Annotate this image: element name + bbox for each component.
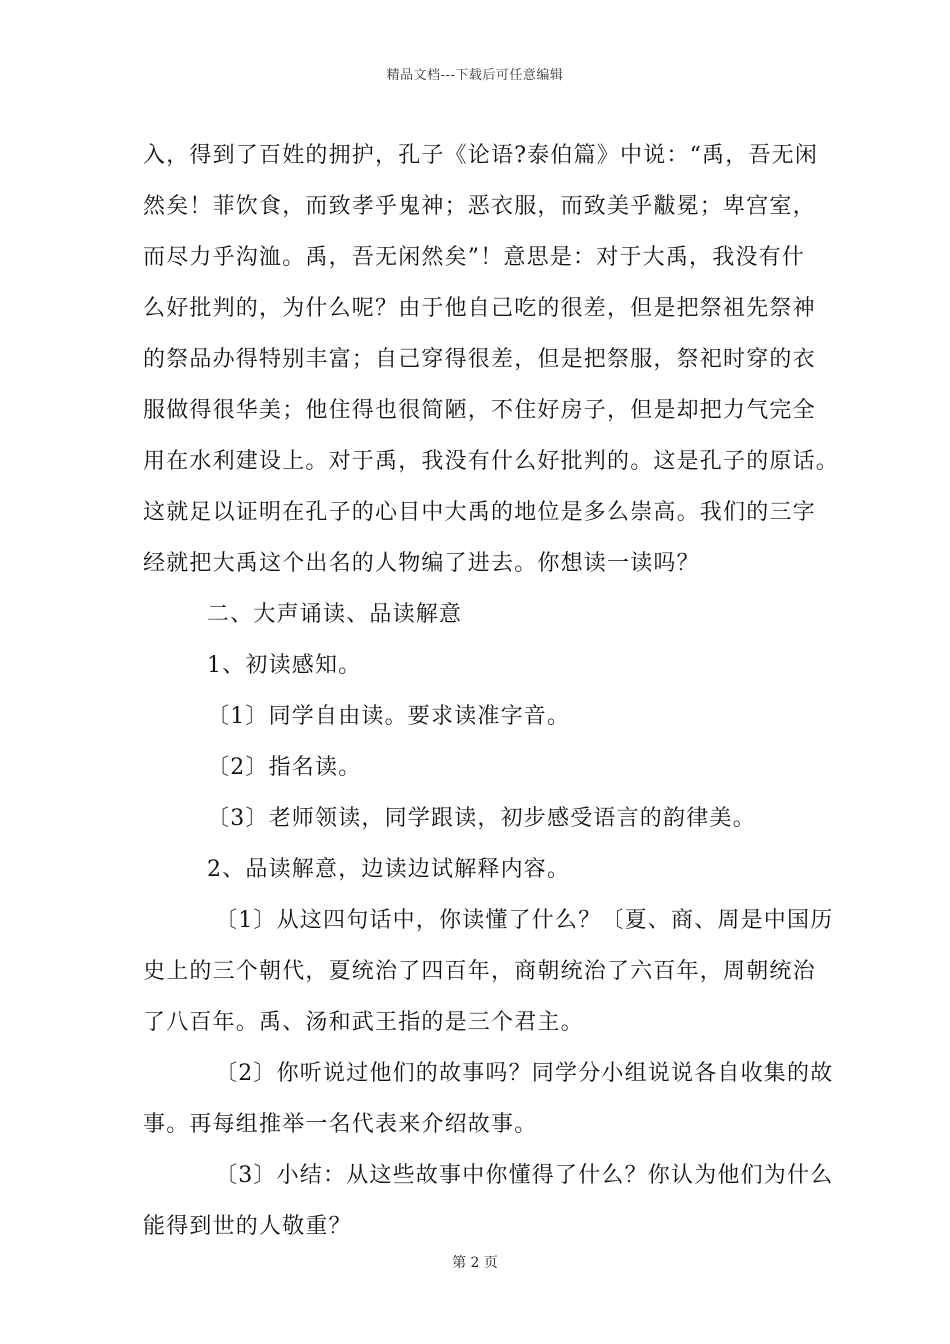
subsection-heading: 2、品读解意，边读边试解释内容。	[207, 857, 571, 882]
list-item: 〔3〕小结：从这些故事中你懂得了什么？你认为他们为什么	[215, 1163, 834, 1188]
paragraph-line: 用在水利建设上。对于禹，我没有什么好批判的。这是孔子的原话。	[143, 449, 840, 474]
paragraph-line: 服做得很华美；他住得也很简陋，不住好房子，但是却把力气完全	[143, 398, 816, 423]
page-number: 第 2 页	[452, 1255, 498, 1271]
list-item: 〔2〕指名读。	[207, 755, 362, 780]
page-header: 精品文档---下载后可任意编辑	[386, 68, 564, 83]
paragraph-line: 事。再每组推举一名代表来介绍故事。	[143, 1112, 538, 1137]
paragraph-line: 然矣！菲饮食，而致孝乎鬼神；恶衣服，而致美乎黻冕；卑宫室，	[143, 194, 816, 219]
paragraph-line: 能得到世的人敬重？	[143, 1214, 352, 1239]
paragraph-line: 经就把大禹这个出名的人物编了进去。你想读一读吗？	[143, 551, 700, 576]
paragraph-line: 么好批判的，为什么呢？由于他自己吃的很差，但是把祭祖先祭神	[143, 296, 816, 321]
list-item: 〔3〕老师领读，同学跟读，初步感受语言的韵律美。	[207, 806, 756, 831]
section-heading: 二、大声诵读、品读解意	[207, 602, 463, 627]
paragraph-line: 了八百年。禹、汤和武王指的是三个君主。	[143, 1010, 584, 1035]
list-item: 〔2〕你听说过他们的故事吗？同学分小组说说各自收集的故	[215, 1061, 834, 1086]
paragraph-line: 史上的三个朝代，夏统治了四百年，商朝统治了六百年，周朝统治	[143, 959, 816, 984]
document-body	[143, 130, 840, 1252]
list-item: 〔1〕从这四句话中，你读懂了什么？〔夏、商、周是中国历	[215, 908, 834, 933]
paragraph-line: 而尽力乎沟洫。禹，吾无闲然矣”！意思是：对于大禹，我没有什	[143, 245, 806, 270]
subsection-heading: 1、初读感知。	[207, 653, 362, 678]
paragraph-line: 这就足以证明在孔子的心目中大禹的地位是多么崇高。我们的三字	[143, 500, 816, 525]
paragraph-line: 入，得到了百姓的拥护，孔子《论语?泰伯篇》中说：“禹，吾无闲	[143, 143, 819, 168]
paragraph-line: 的祭品办得特别丰富；自己穿得很差，但是把祭服，祭祀时穿的衣	[143, 347, 816, 372]
list-item: 〔1〕同学自由读。要求读准字音。	[207, 704, 571, 729]
